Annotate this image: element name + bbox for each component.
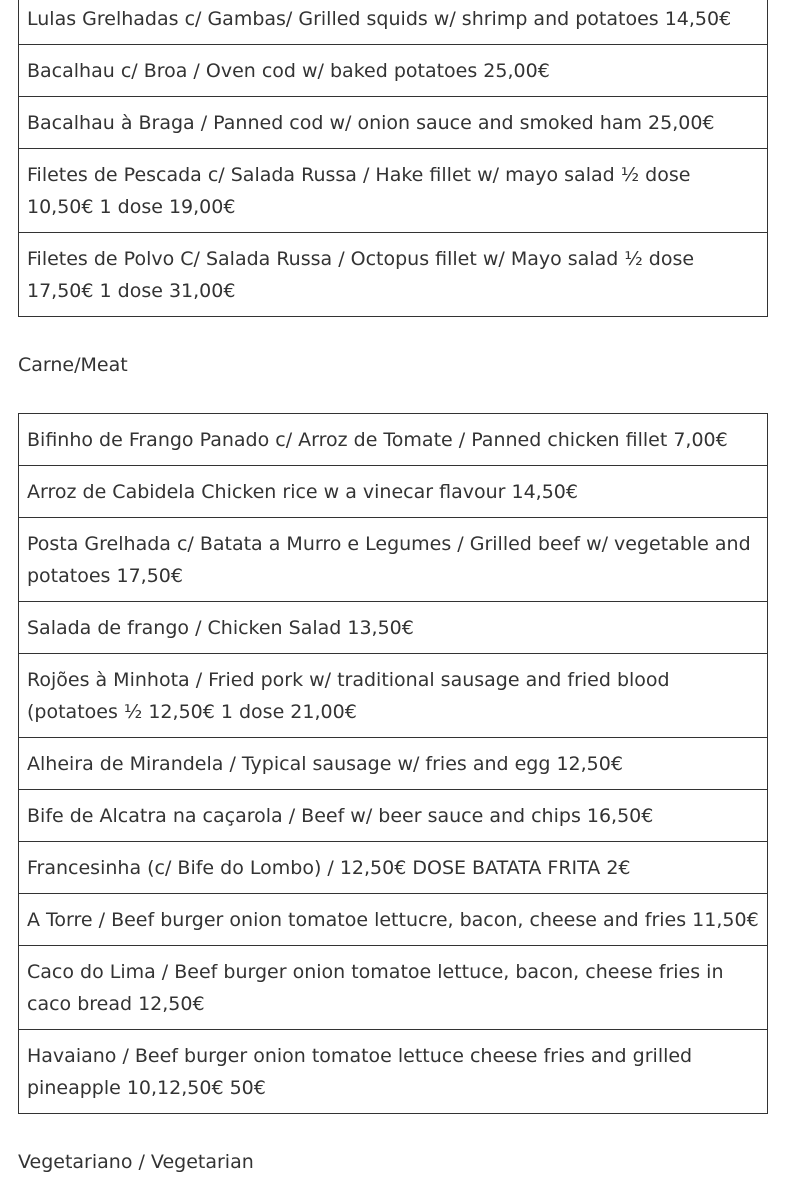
menu-item: Bacalhau à Braga / Panned cod w/ onion sauce and smoked ham 25,00€ — [19, 97, 768, 149]
menu-item: Caco do Lima / Beef burger onion tomatoe lettuce, bacon, cheese fries in caco bread 12,50€ — [19, 946, 768, 1030]
menu-item: Lulas Grelhadas c/ Gambas/ Grilled squids w/ shrimp and potatoes 14,50€ — [19, 0, 768, 45]
menu-item: Filetes de Polvo C/ Salada Russa / Octopus fillet w/ Mayo salad ½ dose 17,50€ 1 dose 31,00€ — [19, 233, 768, 317]
table-row — [19, 602, 768, 654]
table-row — [19, 894, 768, 946]
table-row — [19, 414, 768, 466]
menu-item: Bife de Alcatra na caçarola / Beef w/ beer sauce and chips 16,50€ — [19, 790, 768, 842]
table-row — [19, 654, 768, 738]
menu-item: Alheira de Mirandela / Typical sausage w/ fries and egg 12,50€ — [19, 738, 768, 790]
meat-section-heading: Carne/Meat — [18, 354, 128, 376]
fish-menu-table — [18, 0, 768, 317]
table-row — [19, 790, 768, 842]
table-row — [19, 946, 768, 1030]
menu-item: Bacalhau c/ Broa / Oven cod w/ baked potatoes 25,00€ — [19, 45, 768, 97]
vegetarian-section-heading: Vegetariano / Vegetarian — [18, 1151, 254, 1173]
menu-item: Rojões à Minhota / Fried pork w/ traditional sausage and fried blood (potatoes ½ 12,50€ 1 dose 21,00€ — [19, 654, 768, 738]
table-row — [19, 97, 768, 149]
menu-item: A Torre / Beef burger onion tomatoe lettucre, bacon, cheese and fries 11,50€ — [19, 894, 768, 946]
menu-item: Havaiano / Beef burger onion tomatoe lettuce cheese fries and grilled pineapple 10,12,50€ 50€ — [19, 1030, 768, 1114]
table-row — [19, 45, 768, 97]
table-row — [19, 1030, 768, 1114]
menu-item: Posta Grelhada c/ Batata a Murro e Legumes / Grilled beef w/ vegetable and potatoes 17,50€ — [19, 518, 768, 602]
table-row — [19, 842, 768, 894]
menu-item: Salada de frango / Chicken Salad 13,50€ — [19, 602, 768, 654]
table-row — [19, 738, 768, 790]
table-row — [19, 0, 768, 45]
menu-item: Bifinho de Frango Panado c/ Arroz de Tomate / Panned chicken fillet 7,00€ — [19, 414, 768, 466]
table-row — [19, 149, 768, 233]
table-row — [19, 518, 768, 602]
menu-item: Filetes de Pescada c/ Salada Russa / Hake fillet w/ mayo salad ½ dose 10,50€ 1 dose 19,00€ — [19, 149, 768, 233]
table-row — [19, 233, 768, 317]
table-row — [19, 466, 768, 518]
menu-page — [18, 0, 768, 1178]
meat-menu-table — [18, 413, 768, 1114]
menu-item: Francesinha (c/ Bife do Lombo) / 12,50€ DOSE BATATA FRITA 2€ — [19, 842, 768, 894]
menu-item: Arroz de Cabidela Chicken rice w a vinecar flavour 14,50€ — [19, 466, 768, 518]
